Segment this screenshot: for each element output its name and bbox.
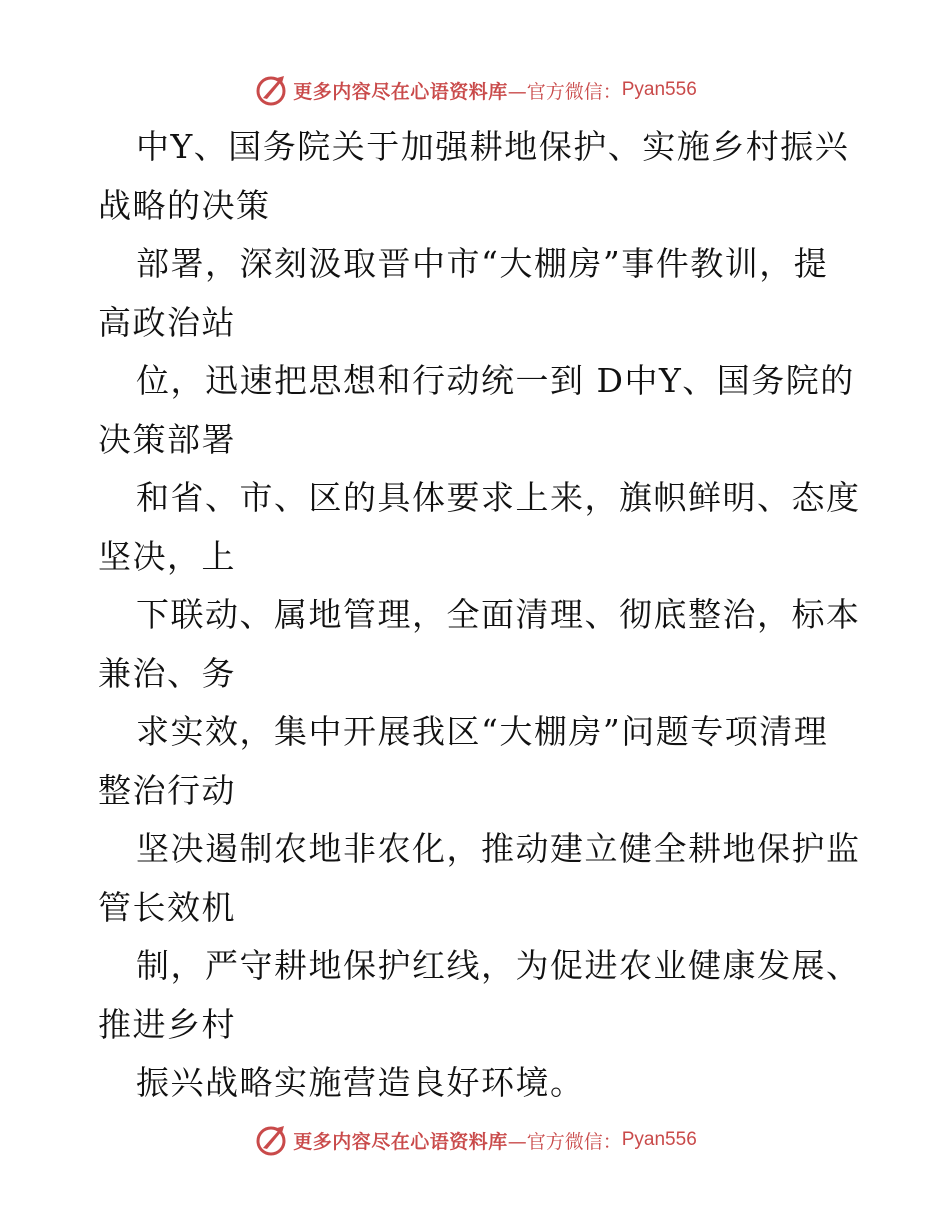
text-line: 推进乡村 xyxy=(98,1004,236,1044)
quill-logo-icon xyxy=(253,1122,289,1158)
text-line: 管长效机 xyxy=(98,887,236,927)
text-line: 位，迅速把思想和行动统一到 D中Y、国务院的 xyxy=(136,361,855,400)
text-line: 决策部署 xyxy=(98,419,236,459)
text-line: 求实效，集中开展我区“大棚房”问题专项清理 xyxy=(136,712,829,751)
text-line: 制，严守耕地保护红线，为促进农业健康发展、 xyxy=(136,946,861,985)
banner-sub-text: —官方微信： xyxy=(507,1130,622,1153)
document-body xyxy=(98,118,861,1113)
text-line: 下联动、属地管理，全面清理、彻底整治，标本 xyxy=(136,595,861,634)
footer-watermark-banner xyxy=(0,1120,950,1160)
banner-main-text: 更多内容尽在心语资料库 xyxy=(293,1130,508,1153)
text-line: 振兴战略实施营造良好环境。 xyxy=(136,1063,585,1102)
quill-logo-icon xyxy=(253,72,289,108)
text-line: 中Y、国务院关于加强耕地保护、实施乡村振兴 xyxy=(136,127,850,166)
text-line: 坚决遏制农地非农化，推动建立健全耕地保护监 xyxy=(136,829,861,868)
banner-main-text: 更多内容尽在心语资料库 xyxy=(293,80,508,103)
text-line: 部署，深刻汲取晋中市“大棚房”事件教训，提 xyxy=(136,244,829,283)
text-line: 和省、市、区的具体要求上来，旗帜鲜明、态度 xyxy=(136,478,861,517)
text-line: 坚决，上 xyxy=(98,536,236,576)
header-watermark-banner xyxy=(0,70,950,110)
banner-wechat-id: Pyan556 xyxy=(621,79,697,100)
banner-sub-text: —官方微信： xyxy=(507,80,622,103)
text-line: 兼治、务 xyxy=(98,653,236,693)
text-line: 高政治站 xyxy=(98,302,236,342)
banner-wechat-id: Pyan556 xyxy=(621,1129,697,1150)
text-line: 整治行动 xyxy=(98,770,236,810)
text-line: 战略的决策 xyxy=(98,185,271,225)
